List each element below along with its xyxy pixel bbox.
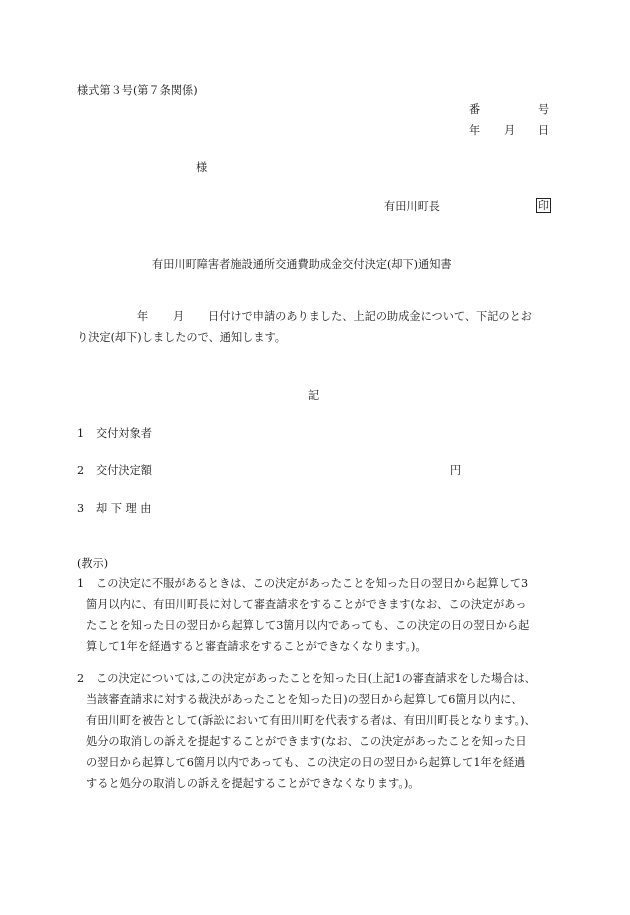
- notice-2-line-3: 有田川町を被告として(訴訟において有田川町を代表する者は、有田川町長となります。)、: [86, 714, 536, 727]
- intro-year: 年: [137, 310, 149, 323]
- item-2-number: 2: [77, 464, 85, 477]
- intro-line2: り決定(却下)しましたので、通知します。: [77, 331, 286, 344]
- form-label: 様式第３号(第７条関係): [77, 84, 198, 97]
- issuer-title: 有田川町長: [384, 200, 440, 213]
- notice-1-line-3: たことを知った日の翌日から起算して3箇月以内であっても、この決定の日の翌日から起: [86, 619, 530, 632]
- notice-2-line-4: 処分の取消しの訴えを提起することができます(なお、この決定があったことを知った日: [86, 735, 527, 748]
- notice-2-line-2: 当該審査請求に対する裁決があったことを知った日)の翌日から起算して6箇月以内に、: [86, 693, 523, 706]
- item-1-number: 1: [77, 427, 85, 440]
- notice-heading: (教示): [77, 557, 109, 570]
- notice-2-line-6: すると処分の取消しの訴えを提起することができなくなります。)。: [86, 777, 420, 790]
- notice-2-line-1: この決定については,この決定があったことを知った日(上記1の審査請求をした場合は、: [96, 672, 536, 685]
- notice-1-number: 1: [77, 577, 85, 590]
- ki-heading: 記: [308, 389, 320, 402]
- number-go: 号: [538, 103, 550, 116]
- notice-1-line-1: この決定に不服があるときは、この決定があったことを知った日の翌日から起算して3: [96, 577, 529, 590]
- date-month: 月: [504, 124, 516, 137]
- notice-2-line-5: の翌日から起算して6箇月以内であっても、この決定の日の翌日から起算して1年を経過: [86, 756, 526, 769]
- item-3-number: 3: [77, 502, 85, 515]
- notice-1-line-2: 箇月以内に、有田川町長に対して審査請求をすることができます(なお、この決定があっ: [86, 598, 527, 611]
- notice-1-line-4: 算して1年を経過すると審査請求をすることができなくなります。)。: [86, 640, 427, 653]
- date-day: 日: [538, 124, 550, 137]
- intro-month: 月: [173, 310, 185, 323]
- item-2-label: 交付決定額: [96, 464, 152, 477]
- item-3-label: 却 下 理 由: [96, 502, 152, 515]
- intro-line1-rest: 日付けで申請のありました、上記の助成金について、下記のとお: [208, 310, 532, 323]
- seal-mark: 印: [538, 199, 549, 212]
- document-title: 有田川町障害者施設通所交通費助成金交付決定(却下)通知書: [152, 258, 452, 271]
- date-year: 年: [469, 124, 481, 137]
- item-2-unit: 円: [450, 464, 462, 477]
- item-1-label: 交付対象者: [96, 427, 152, 440]
- addressee-suffix: 様: [196, 161, 208, 174]
- notice-2-number: 2: [77, 672, 85, 685]
- number-ban: 番: [469, 103, 481, 116]
